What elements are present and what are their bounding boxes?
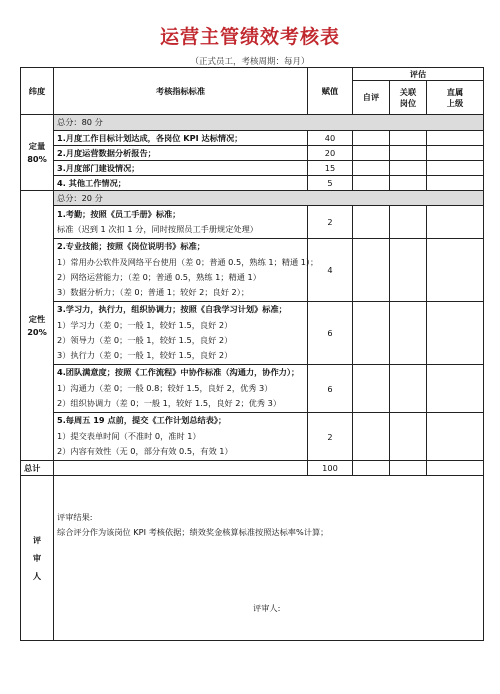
superior-eval-cell[interactable] <box>427 146 484 161</box>
qual-item-2 <box>54 239 319 302</box>
reviewer-label-char-1: 评 <box>32 535 42 545</box>
related-eval-cell[interactable] <box>390 302 427 365</box>
related-eval-cell[interactable] <box>390 239 427 302</box>
qual-item-5 <box>54 413 308 461</box>
self-eval-total-cell[interactable] <box>353 461 390 476</box>
qual-label <box>21 191 54 461</box>
review-result-label: 评审结果: <box>57 512 93 522</box>
quant-item-2: 2.月度运营数据分析报告； <box>54 146 308 161</box>
qual-item-4 <box>54 365 308 413</box>
header-related-line2: 岗位 <box>399 97 417 108</box>
qual-item-3-line-2: 2）领导力（差 0；一般 1，较好 1.5，良好 2） <box>57 335 233 345</box>
qual-item-1-title: 1.考勤；按照《员工手册》标准； <box>57 208 181 219</box>
page-title: 运营主管绩效考核表 <box>159 26 340 48</box>
header-score: 赋值 <box>308 68 353 115</box>
superior-eval-cell[interactable] <box>427 131 484 146</box>
superior-eval-cell[interactable] <box>427 161 484 176</box>
header-related-line1: 关联 <box>399 86 417 97</box>
self-eval-cell[interactable] <box>353 206 390 239</box>
header-indicator: 考核指标标准 <box>54 68 308 115</box>
superior-eval-cell[interactable] <box>427 176 484 191</box>
reviewer-label-char-3: 人 <box>32 571 42 581</box>
header-superior <box>427 81 484 115</box>
qual-item-2-line-2: 2）网络运营能力；（差 0；普通 0.5，熟练 1；精通 1） <box>57 272 261 282</box>
related-eval-cell[interactable] <box>390 176 427 191</box>
related-eval-cell[interactable] <box>390 206 427 239</box>
superior-eval-cell[interactable] <box>427 365 484 413</box>
self-eval-cell[interactable] <box>353 365 390 413</box>
qual-label-line1: 定性 <box>28 313 46 324</box>
qual-item-3-title: 3.学习力，执行力，组织协调力；按照《自我学习计划》标准； <box>57 304 287 315</box>
qual-score-3: 6 <box>308 302 353 365</box>
quant-label-line2: 80% <box>27 153 47 164</box>
self-eval-cell[interactable] <box>353 239 390 302</box>
quant-item-1: 1.月度工作目标计划达成，各岗位 KPI 达标情况； <box>54 131 308 146</box>
related-eval-cell[interactable] <box>390 131 427 146</box>
related-eval-cell[interactable] <box>390 413 427 461</box>
qual-item-5-line-1: 1）提交表单时间（不准时 0，准时 1） <box>57 430 201 441</box>
qual-score-4: 6 <box>308 365 353 413</box>
qual-item-2-title: 2.专业技能；按照《岗位说明书》标准； <box>57 241 205 252</box>
qual-item-3-line-1: 1）学习力（差 0；一般 1，较好 1.5，良好 2） <box>57 319 233 330</box>
self-eval-cell[interactable] <box>353 131 390 146</box>
qual-item-1 <box>54 206 308 239</box>
header-superior-line1: 直属 <box>446 86 464 97</box>
total-blank-cell <box>54 461 308 476</box>
qual-item-3-line-3: 3）执行力（差 0；一般 1，较好 1.5，良好 2） <box>57 350 233 361</box>
related-eval-total-cell[interactable] <box>390 461 427 476</box>
superior-eval-cell[interactable] <box>427 239 484 302</box>
header-eval: 评估 <box>353 68 484 81</box>
quant-score-4: 5 <box>308 176 353 191</box>
qual-item-4-title: 4.团队满意度；按照《工作流程》中协作标准（沟通力，协作力）； <box>57 367 300 378</box>
qual-item-1-line-1: 标准（迟到 1 次扣 1 分，同时按照员工手册规定处理） <box>57 224 258 234</box>
quant-item-4: 4. 其他工作情况； <box>54 176 308 191</box>
total-score: 100 <box>308 461 353 476</box>
reviewer-label-char-2: 审 <box>32 553 42 563</box>
qual-score-1: 2 <box>308 206 353 239</box>
total-label: 总计 <box>21 461 54 476</box>
qual-label-line2: 20% <box>27 326 47 337</box>
quant-total: 总分：80 分 <box>54 115 484 131</box>
self-eval-cell[interactable] <box>353 302 390 365</box>
quant-item-3: 3.月度部门建设情况； <box>54 161 308 176</box>
header-superior-line2: 上级 <box>446 97 464 108</box>
qual-item-5-line-2: 2）内容有效性（无 0，部分有效 0.5，有效 1） <box>57 446 233 457</box>
quant-label-line1: 定量 <box>28 140 46 151</box>
page-subtitle: （正式员工，考核周期：每月） <box>190 57 310 67</box>
related-eval-cell[interactable] <box>390 161 427 176</box>
reviewer-label <box>21 476 54 641</box>
related-eval-cell[interactable] <box>390 146 427 161</box>
superior-eval-cell[interactable] <box>427 302 484 365</box>
superior-eval-cell[interactable] <box>427 413 484 461</box>
self-eval-cell[interactable] <box>353 176 390 191</box>
header-related <box>390 81 427 115</box>
header-dimension: 纬度 <box>21 68 54 115</box>
quant-score-1: 40 <box>308 131 353 146</box>
review-description: 综合评分作为该岗位 KPI 考核依据；绩效奖金核算标准按照达标率%计算； <box>57 527 329 537</box>
review-area[interactable] <box>54 476 484 641</box>
qual-item-5-title: 5.每周五 19 点前，提交《工作计划总结表》； <box>57 415 227 426</box>
quant-score-3: 15 <box>308 161 353 176</box>
reviewer-signature-label: 评审人: <box>253 603 281 613</box>
self-eval-cell[interactable] <box>353 161 390 176</box>
qual-item-2-line-1: 1）常用办公软件及网络平台使用（差 0；普通 0.5，熟练 1；精通 1）； <box>57 256 319 267</box>
superior-eval-total-cell[interactable] <box>427 461 484 476</box>
qual-item-2-line-3: 3）数据分析力；（差 0；普通 1；较好 2；良好 2）； <box>57 287 250 298</box>
superior-eval-cell[interactable] <box>427 206 484 239</box>
quant-score-2: 20 <box>308 146 353 161</box>
header-self: 自评 <box>353 81 390 115</box>
qual-item-3 <box>54 302 308 365</box>
self-eval-cell[interactable] <box>353 413 390 461</box>
qual-item-4-line-2: 2）组织协调力（差 0；一般 1，较好 1.5，良好 2；优秀 3） <box>57 398 282 409</box>
qual-total: 总分：20 分 <box>54 191 484 206</box>
qual-score-2: 4 <box>308 239 353 302</box>
self-eval-cell[interactable] <box>353 146 390 161</box>
qual-score-5: 2 <box>308 413 353 461</box>
evaluation-table <box>20 67 484 641</box>
quant-label <box>21 115 54 191</box>
qual-item-4-line-1: 1）沟通力（差 0；一般 0.8；较好 1.5，良好 2，优秀 3） <box>57 382 273 393</box>
related-eval-cell[interactable] <box>390 365 427 413</box>
